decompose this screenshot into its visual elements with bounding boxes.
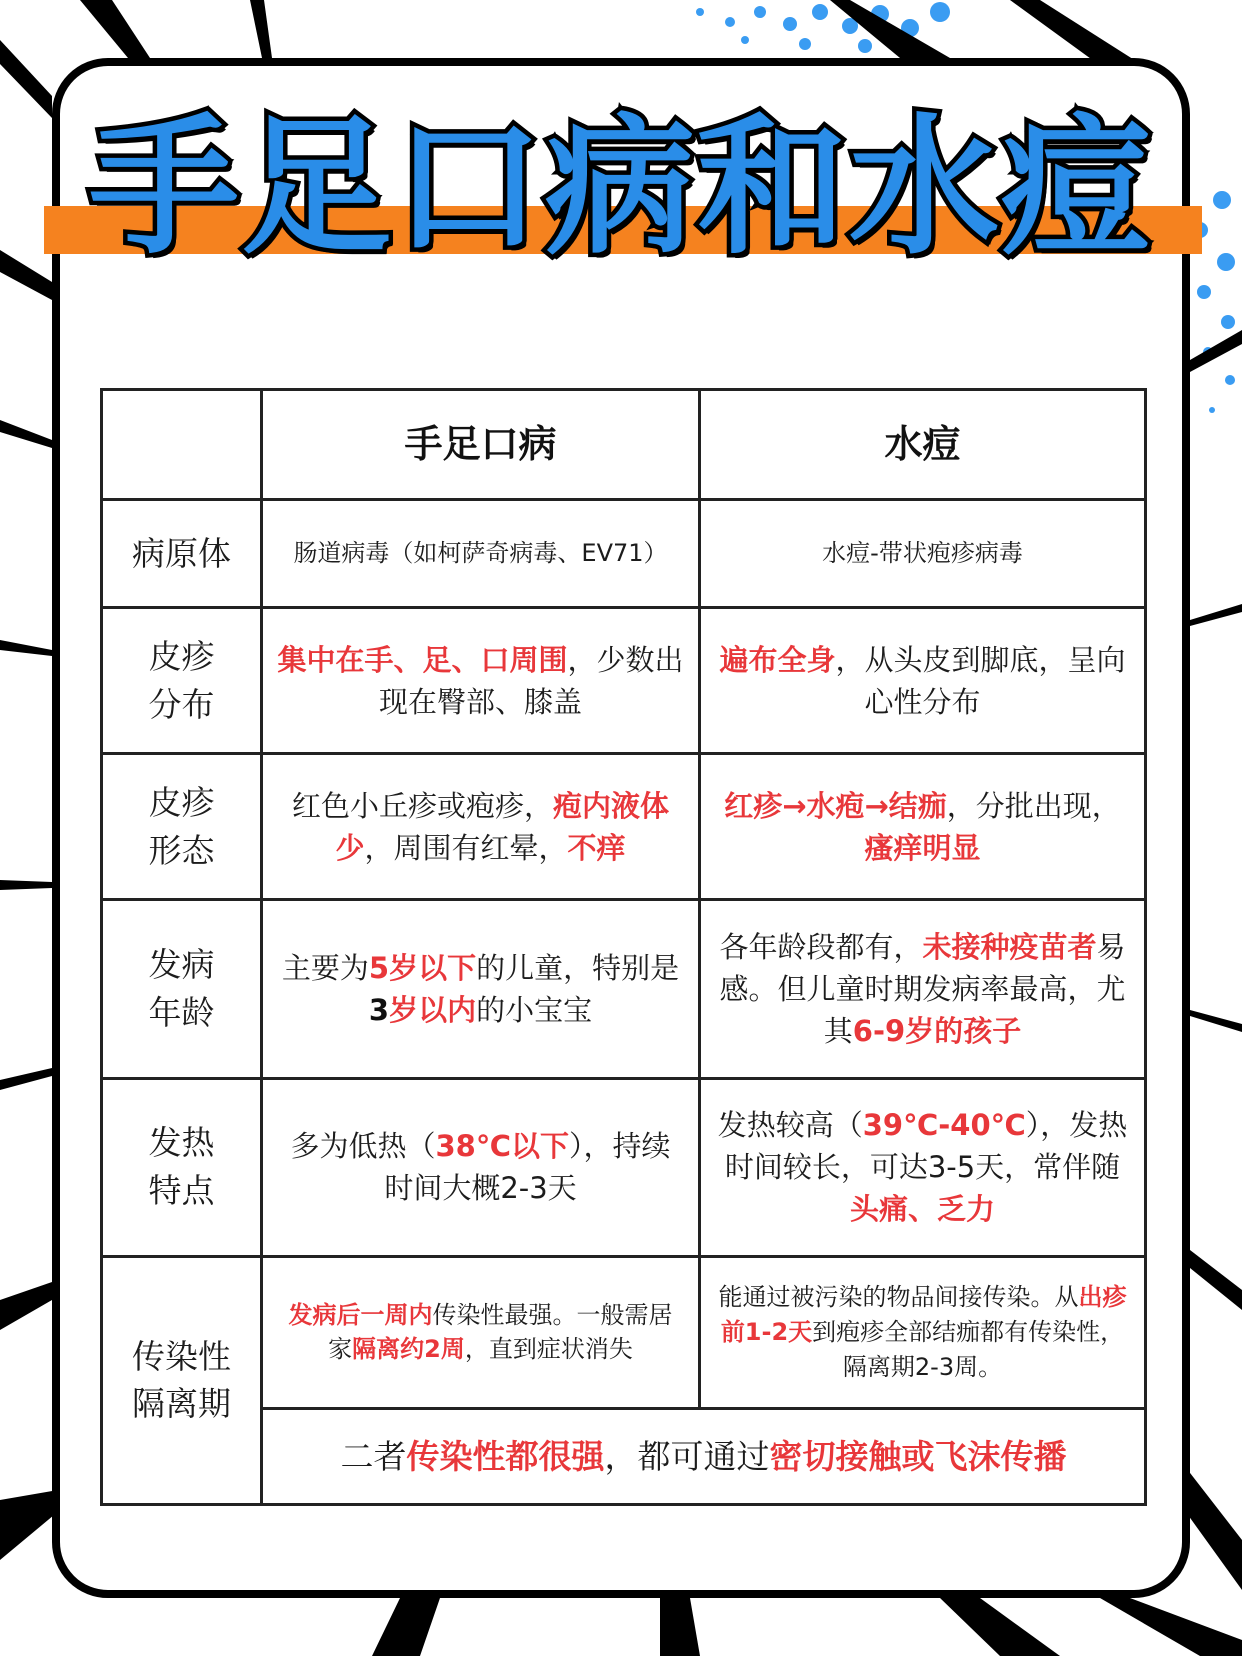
highlight-text: 不痒 [567, 830, 626, 865]
cell-text: 各年龄段都有， [719, 929, 923, 964]
highlight-text: 岁以内 [389, 993, 477, 1028]
highlight-text: 密切接触或飞沫传播 [769, 1436, 1067, 1476]
cell-text: ，少数出现在臀部、膝盖 [378, 642, 684, 719]
cell-text: ，分批出现， [946, 788, 1121, 823]
highlight-text: 未接种疫苗者 [922, 929, 1097, 964]
cell-text: 到疱疹全部结痂都有传染性，隔离期2-3周。 [812, 1317, 1125, 1381]
row-label-line: 隔离期 [132, 1384, 231, 1424]
cell-chickenpox [700, 500, 1146, 608]
cell-text: 红色小丘疹或疱疹， [291, 788, 553, 823]
row-label [102, 900, 262, 1078]
header-corner [102, 390, 262, 500]
highlight-text: 39℃-40℃ [862, 1108, 1026, 1143]
cell-hfmd [262, 754, 700, 900]
highlight-text: 遍布全身 [719, 642, 836, 677]
row-onset-age [102, 900, 1146, 1078]
row-pathogen [102, 500, 1146, 608]
bold-text: 3 [368, 993, 390, 1028]
cell-text: 多为低热（ [290, 1129, 436, 1164]
cell-chickenpox [700, 608, 1146, 754]
highlight-text: 发病后一周内 [288, 1300, 433, 1329]
cell-text: ，直到症状消失 [464, 1335, 633, 1364]
row-label-line: 传染性 [132, 1336, 231, 1376]
row-label-line: 发热 [148, 1123, 215, 1163]
highlight-text: 38℃以下 [435, 1129, 569, 1164]
table-header-row [102, 390, 1146, 500]
row-label-line: 形态 [148, 830, 215, 870]
row-contagion [102, 1256, 1146, 1408]
cell-text: ，周围有红晕， [364, 830, 568, 865]
cell-text: 主要为 [281, 950, 369, 985]
highlight-text: 6-9岁的孩子 [852, 1014, 1022, 1049]
cell-text: 的小宝宝 [476, 993, 593, 1028]
row-label-line: 分布 [148, 684, 215, 724]
row-label-line: 皮疹 [148, 783, 215, 823]
row-rash-form [102, 754, 1146, 900]
cell-hfmd [262, 500, 700, 608]
header-hfmd: 手足口病 [262, 390, 700, 500]
comparison-table [100, 388, 1147, 1506]
row-label [102, 754, 262, 900]
row-label-line: 病原体 [132, 533, 231, 573]
cell-text: ，都可通过 [604, 1436, 770, 1476]
highlight-text: 5岁以下 [368, 950, 477, 985]
cell-text: ），持续时间大概2-3天 [384, 1129, 671, 1206]
cell-hfmd [262, 1256, 700, 1408]
cell-chickenpox [700, 1256, 1146, 1408]
highlight-text: 疱内液体少 [335, 788, 670, 865]
cell-text: ），发热时间较长，可达3-5天，常伴随 [724, 1108, 1128, 1185]
common-note [262, 1408, 1146, 1504]
row-label [102, 1256, 262, 1504]
cell-text: 能通过被污染的物品间接传染。从 [718, 1283, 1079, 1312]
row-rash-distribution [102, 608, 1146, 754]
highlight-text: 传染性都很强 [406, 1436, 605, 1476]
row-label-line: 皮疹 [148, 636, 215, 676]
cell-hfmd [262, 1078, 700, 1256]
highlight-text: 瘙痒明显 [864, 830, 981, 865]
cell-text: ，从头皮到脚底，呈向心性分布 [835, 642, 1126, 719]
cell-text: 发热较高（ [717, 1108, 863, 1143]
row-fever [102, 1078, 1146, 1256]
cell-text: 易感。但儿童时期发病率最高，尤其 [719, 929, 1126, 1049]
cell-text: 二者 [340, 1436, 407, 1476]
row-label-line: 特点 [148, 1171, 215, 1211]
page-title: 手足口病和水痘 [88, 101, 1153, 275]
cell-text: 肠道病毒（如柯萨奇病毒、EV71） [293, 539, 668, 568]
cell-chickenpox [700, 754, 1146, 900]
row-label-line: 发病 [148, 945, 215, 985]
highlight-text: 头痛、乏力 [849, 1192, 995, 1227]
highlight-text: 出疹前1-2天 [720, 1283, 1127, 1346]
cell-chickenpox [700, 900, 1146, 1078]
highlight-text: 集中在手、足、口周围 [277, 642, 568, 677]
highlight-text: 隔离约2周 [352, 1335, 465, 1364]
cell-text: 的儿童，特别是 [476, 950, 680, 985]
row-label [102, 1078, 262, 1256]
cell-hfmd [262, 900, 700, 1078]
header-chickenpox: 水痘 [700, 390, 1146, 500]
row-label [102, 608, 262, 754]
highlight-text: 红疹→水疱→结痂 [724, 788, 947, 823]
cell-text: 水痘-带状疱疹病毒 [822, 539, 1023, 568]
row-label [102, 500, 262, 608]
cell-text: 传染性最强。一般需居家 [328, 1300, 673, 1364]
cell-hfmd [262, 608, 700, 754]
cell-chickenpox [700, 1078, 1146, 1256]
row-label-line: 年龄 [148, 993, 215, 1033]
